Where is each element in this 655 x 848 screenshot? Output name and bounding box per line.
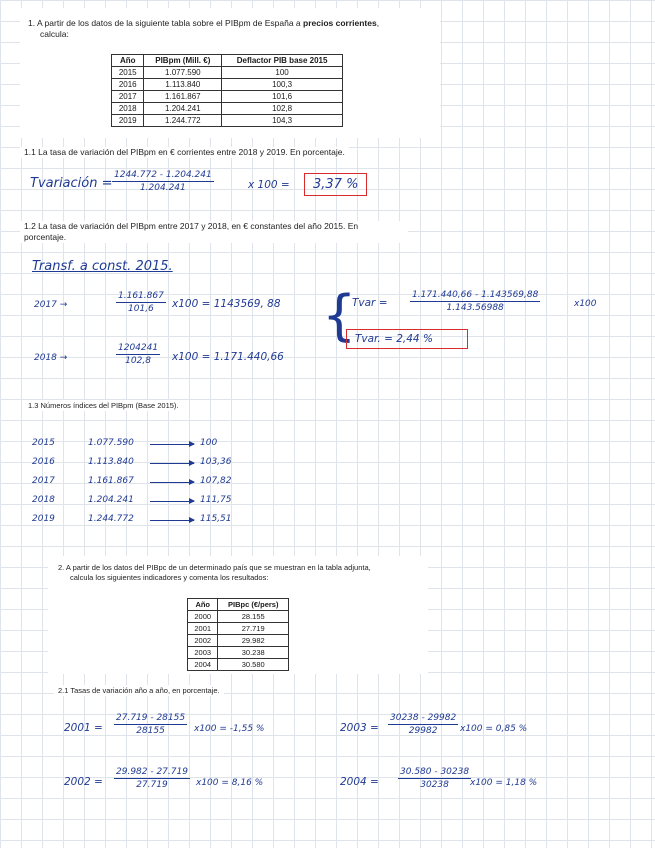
- table-row: [112, 67, 343, 79]
- table-cell: 1.204.241: [144, 103, 222, 115]
- table-row: [188, 647, 289, 659]
- q1-2-title-line1: 1.2 La tasa de variación del PIBpm entre 2017 y 2018, en € constantes del año 2015. En: [24, 221, 359, 231]
- q1-2-title-line2: porcentaje.: [24, 232, 67, 242]
- table-cell: 2015: [112, 67, 144, 79]
- table-cell: 104,3: [222, 115, 343, 127]
- table-row: [188, 659, 289, 671]
- q1-statement-line2: calcula:: [40, 29, 69, 39]
- q1-2-tail-2018: x100 = 1.171.440,66: [172, 351, 284, 363]
- q1-2-fraction-2018: [116, 343, 160, 366]
- q2-1-tail: x100 = 8,16 %: [196, 778, 264, 788]
- q1-2-tvar-den: 1.143.56988: [446, 303, 504, 313]
- q1-2-den-2018: 102,8: [125, 356, 151, 366]
- q1-table-header: PIBpm (Mill. €): [144, 55, 222, 67]
- table-cell: 2003: [188, 647, 218, 659]
- q2-statement: [58, 563, 428, 583]
- q1-2-tvar-num: 1.171.440,66 - 1.143569,88: [412, 290, 539, 300]
- list-item-index: 103,36: [200, 457, 232, 467]
- q1-statement: [28, 18, 438, 40]
- table-cell: 2002: [188, 635, 218, 647]
- q2-1-numerator: 30.580 - 30238: [400, 767, 470, 777]
- list-item-index: 107,82: [200, 476, 232, 486]
- list-item-year: 2018: [32, 495, 55, 505]
- q1-2-result: Tvar. = 2,44 %: [346, 329, 468, 349]
- table-cell: 1.244.772: [144, 115, 222, 127]
- table-row: [112, 103, 343, 115]
- q1-2-den-2017: 101,6: [128, 304, 154, 314]
- q2-statement-line2: calcula los siguientes indicadores y comenta los resultados:: [70, 573, 269, 582]
- table-cell: 2001: [188, 623, 218, 635]
- q1-table-header: Año: [112, 55, 144, 67]
- q2-1-year: 2003 =: [340, 722, 379, 734]
- q1-table-header-row: [112, 55, 343, 67]
- list-item-index: 111,75: [200, 495, 232, 505]
- q2-1-tail: x100 = 0,85 %: [460, 724, 528, 734]
- table-cell: 30.238: [218, 647, 289, 659]
- list-item-year: 2016: [32, 457, 55, 467]
- q1-3-title: 1.3 Números índices del PIBpm (Base 2015).: [24, 400, 183, 411]
- table-cell: 102,8: [222, 103, 343, 115]
- q2-1-numerator: 27.719 - 28155: [116, 713, 186, 723]
- table-cell: 100,3: [222, 79, 343, 91]
- q1-2-tvar-label: Tvar =: [352, 297, 388, 309]
- q2-1-title: 2.1 Tasas de variación año a año, en porcentaje.: [54, 685, 224, 696]
- q2-1-fraction: [388, 713, 458, 736]
- list-item-year: 2019: [32, 514, 55, 524]
- q2-1-denominator: 27.719: [136, 780, 168, 790]
- table-cell: 1.077.590: [144, 67, 222, 79]
- q2-1-fraction: [398, 767, 471, 790]
- list-item-year: 2015: [32, 438, 55, 448]
- q1-2-tvar-fraction: [410, 290, 540, 313]
- table-cell: 2004: [188, 659, 218, 671]
- arrow-right-icon: [150, 463, 194, 464]
- arrow-right-icon: [150, 482, 194, 483]
- q2-table-header: PIBpc (€/pers): [218, 599, 289, 611]
- q1-1-fraction: [112, 170, 214, 193]
- q1-2-year-2017: 2017 →: [34, 300, 68, 310]
- arrow-right-icon: [150, 520, 194, 521]
- table-row: [112, 79, 343, 91]
- q1-2-num-2017: 1.161.867: [118, 291, 164, 301]
- table-cell: 2017: [112, 91, 144, 103]
- q1-table: [111, 54, 343, 127]
- list-item-year: 2017: [32, 476, 55, 486]
- q1-2-heading: Transf. a const. 2015.: [32, 259, 173, 274]
- arrow-right-icon: [150, 501, 194, 502]
- q2-1-year: 2002 =: [64, 776, 103, 788]
- q2-1-fraction: [114, 767, 190, 790]
- q2-1-denominator: 28155: [136, 726, 165, 736]
- q2-1-denominator: 30238: [420, 780, 449, 790]
- table-cell: 1.161.867: [144, 91, 222, 103]
- table-row: [188, 623, 289, 635]
- q1-statement-bold: precios corrientes: [303, 18, 377, 28]
- curly-brace-icon: {: [322, 284, 357, 347]
- table-cell: 1.113.840: [144, 79, 222, 91]
- q2-1-year: 2001 =: [64, 722, 103, 734]
- table-cell: 2016: [112, 79, 144, 91]
- list-item-value: 1.077.590: [88, 438, 134, 448]
- list-item-index: 100: [200, 438, 218, 448]
- table-row: [112, 91, 343, 103]
- list-item-value: 1.161.867: [88, 476, 134, 486]
- q2-1-tail: x100 = 1,18 %: [470, 778, 538, 788]
- q2-1-numerator: 29.982 - 27.719: [116, 767, 188, 777]
- q1-1-label: Tvariación =: [30, 176, 113, 191]
- table-cell: 100: [222, 67, 343, 79]
- q1-1-result: 3,37 %: [304, 173, 367, 196]
- q1-2-year-2018: 2018 →: [34, 353, 68, 363]
- q1-1-title: 1.1 La tasa de variación del PIBpm en € corrientes entre 2018 y 2019. En porcentaje.: [20, 147, 349, 158]
- table-cell: 2019: [112, 115, 144, 127]
- list-item-index: 115,51: [200, 514, 232, 524]
- q1-2-tail-2017: x100 = 1143569, 88: [172, 298, 281, 310]
- q2-statement-line1: 2. A partir de los datos del PIBpc de un determinado país que se muestran en la tabla adjunta,: [58, 563, 371, 572]
- q2-table-header-row: [188, 599, 289, 611]
- q2-1-numerator: 30238 - 29982: [390, 713, 457, 723]
- table-row: [188, 635, 289, 647]
- table-cell: 29.982: [218, 635, 289, 647]
- q1-1-denominator: 1.204.241: [139, 183, 186, 193]
- list-item-value: 1.244.772: [88, 514, 134, 524]
- q2-1-denominator: 29982: [408, 726, 438, 736]
- q2-1-tail: x100 = -1,55 %: [194, 724, 265, 734]
- q2-1-year: 2004 =: [340, 776, 379, 788]
- table-cell: 27.719: [218, 623, 289, 635]
- q1-1-numerator: 1244.772 - 1.204.241: [114, 170, 212, 180]
- q2-1-fraction: [114, 713, 187, 736]
- arrow-right-icon: [150, 444, 194, 445]
- q1-1-times: x 100 =: [248, 179, 290, 191]
- list-item-value: 1.204.241: [88, 495, 134, 505]
- q1-statement-suffix: ,: [376, 18, 380, 28]
- table-cell: 2000: [188, 611, 218, 623]
- q2-table: [187, 598, 289, 671]
- q1-2-tvar-tail: x100: [574, 299, 597, 309]
- q1-2-title: [20, 221, 408, 243]
- q1-table-header: Deflactor PIB base 2015: [222, 55, 343, 67]
- q1-2-fraction-2017: [116, 291, 166, 314]
- table-row: [112, 115, 343, 127]
- table-row: [188, 611, 289, 623]
- q1-2-num-2018: 1204241: [118, 343, 159, 353]
- table-cell: 28.155: [218, 611, 289, 623]
- table-cell: 101,6: [222, 91, 343, 103]
- table-cell: 2018: [112, 103, 144, 115]
- q1-statement-prefix: 1. A partir de los datos de la siguiente tabla sobre el PIBpm de España a: [28, 18, 304, 28]
- list-item-value: 1.113.840: [88, 457, 134, 467]
- table-cell: 30.580: [218, 659, 289, 671]
- q2-table-header: Año: [188, 599, 218, 611]
